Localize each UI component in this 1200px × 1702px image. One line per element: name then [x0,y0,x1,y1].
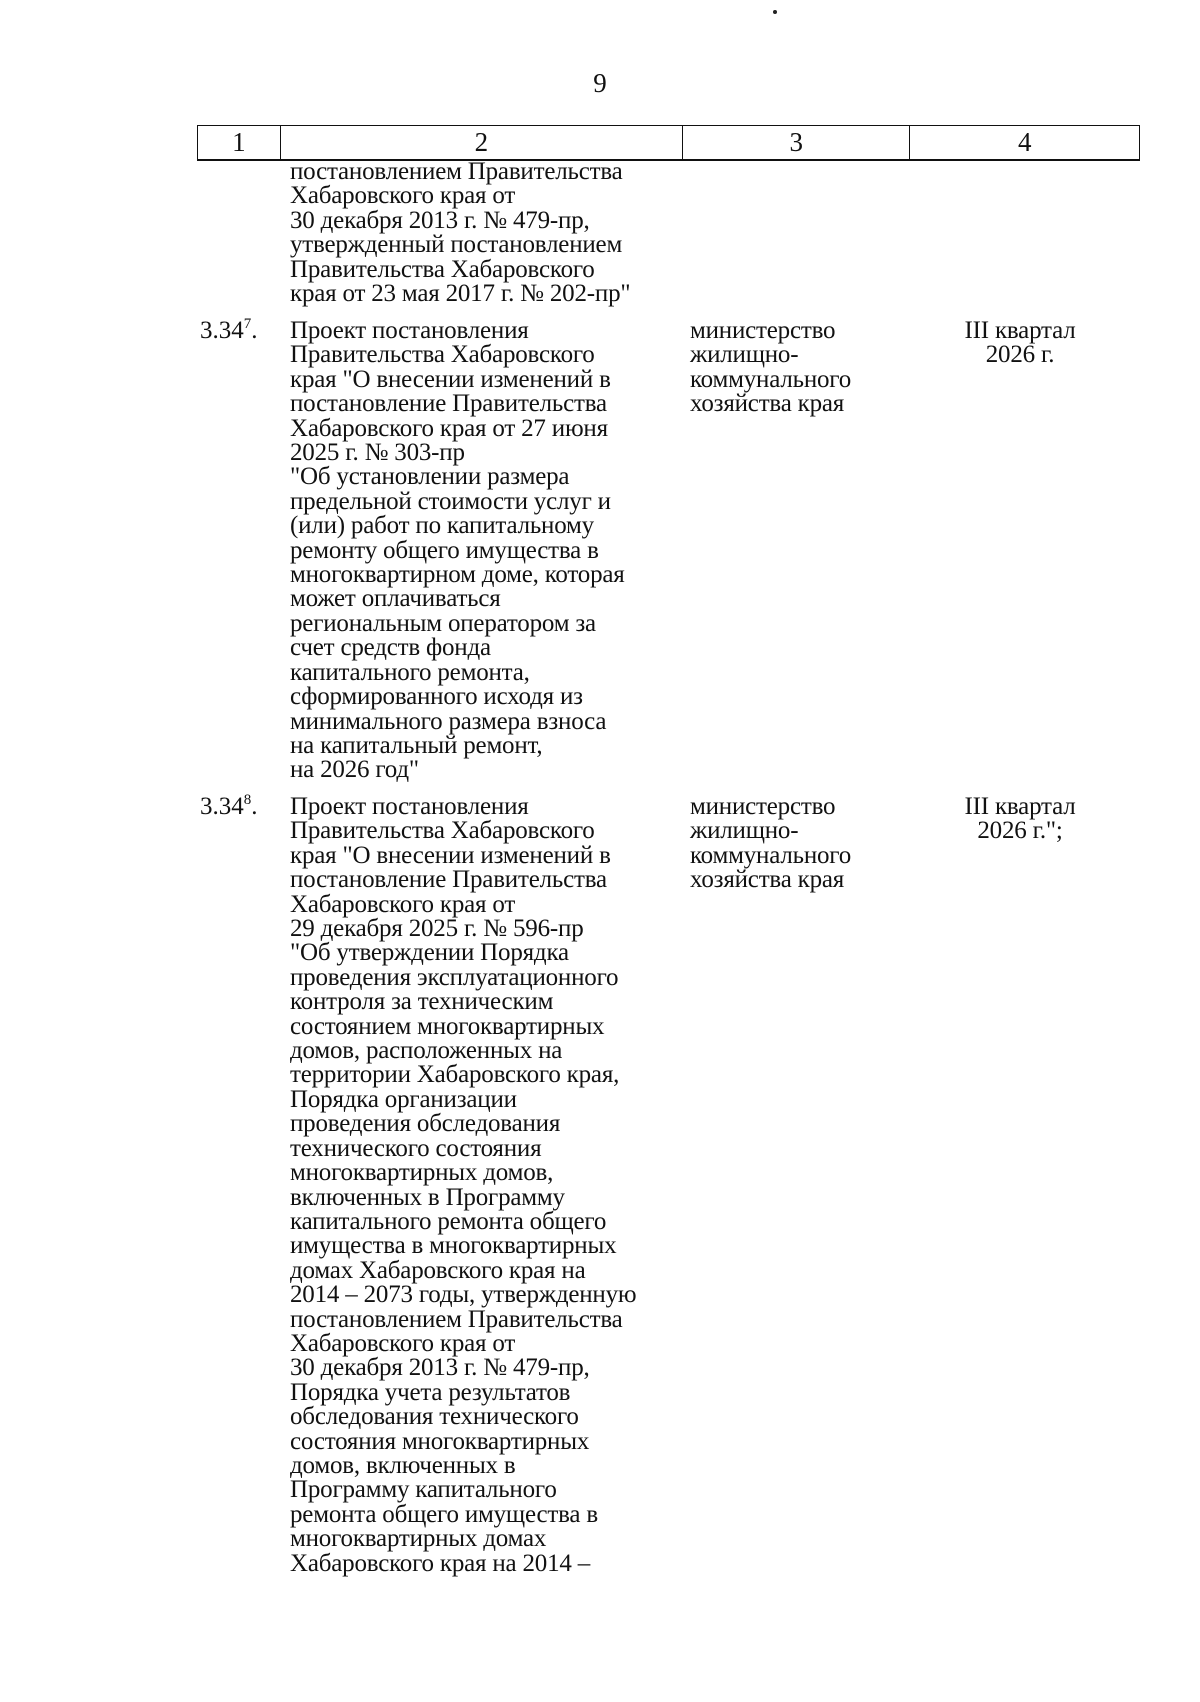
row-title: Проект постановления Правительства Хабаровского края "О внесении изменений в постановление Правительства Хабаровского края от 29 декабря 2025 г. № 596-пр "Об утверждении Порядка проведения эксплуатационного контроля за техническим состоянием многоквартирных домов, расположенных на территории Хабаровского края, Порядка организации проведения обследования технического состояния многоквартирных домов, включенных в Программу капитального ремонта общего имущества в многоквартирных домах Хабаровского края на 2014 – 2073 годы, утвержденную постановлением Правительства Хабаровского края от 30 декабря 2013 г. № 479-пр, Порядка учета результатов обследования технического состояния многоквартирных домов, включенных в Программу капитального ремонта общего имущества в многоквартирных домах Хабаровского края на 2014 – [290,793,637,1577]
row-number-sup: 7 [243,316,252,332]
row-number-sup: 8 [243,792,252,808]
row-deadline: III квартал 2026 г. [964,317,1076,369]
row-number [200,316,258,344]
row-number [200,792,258,820]
row-responsible: министерство жилищно- коммунального хозяйства края [690,793,852,894]
row-number-main: 3.34 [200,793,244,820]
header-col-3: 3 [683,126,911,159]
header-col-1: 1 [198,126,281,159]
continuation-text: постановлением Правительства Хабаровского края от 30 декабря 2013 г. № 479-пр, утвержденный постановлением Правительства Хабаровского края от 23 мая 2017 г. № 202-пр" [290,158,631,308]
row-responsible: министерство жилищно- коммунального хозяйства края [690,317,852,418]
row-deadline: III квартал 2026 г."; [964,793,1076,845]
row-number-suffix: . [251,793,258,820]
scan-speck [773,10,777,14]
table-header [197,125,1140,161]
row-title: Проект постановления Правительства Хабаровского края "О внесении изменений в постановление Правительства Хабаровского края от 27 июня 2025 г. № 303-пр "Об установлении размера предельной стоимости услуг и (или) работ по капитальному ремонту общего имущества в многоквартирном доме, которая может оплачиваться региональным оператором за счет средств фонда капитального ремонта, сформированного исходя из минимального размера взноса на капитальный ремонт, на 2026 год" [290,317,625,784]
row-number-main: 3.34 [200,317,244,344]
row-number-suffix: . [251,317,258,344]
page-number: 9 [593,68,607,98]
header-col-2: 2 [281,126,683,159]
header-col-4: 4 [1017,127,1032,157]
